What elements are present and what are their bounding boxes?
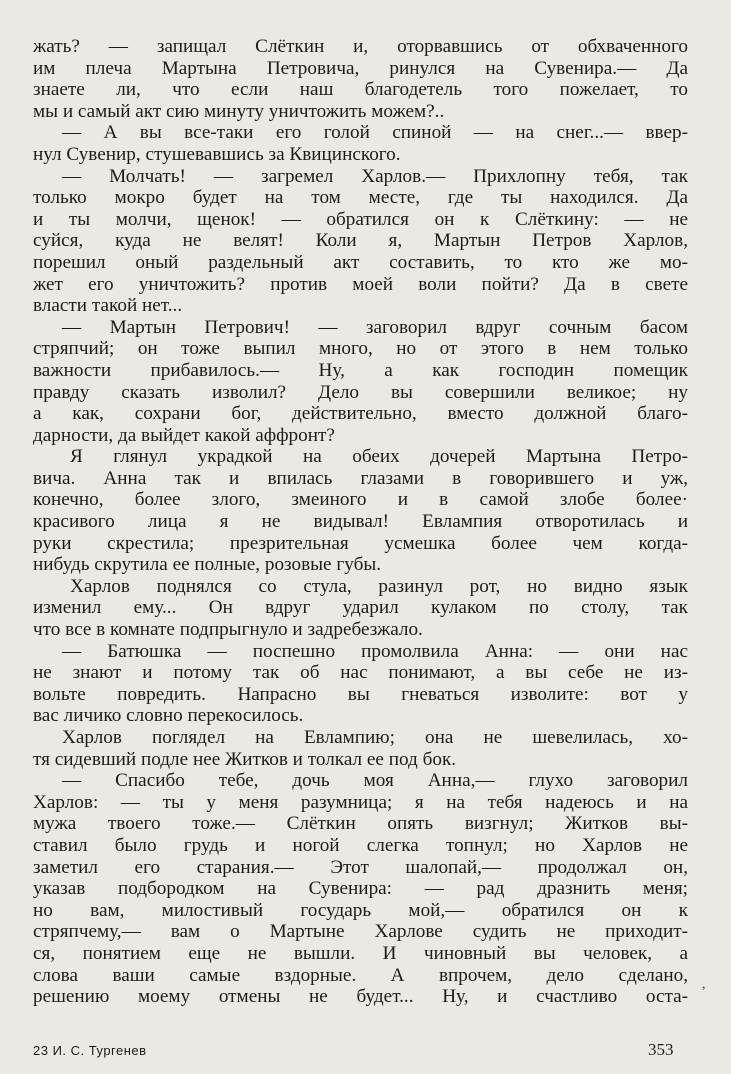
text-line: нул Сувенир, стушевавшись за Квицинского.: [33, 143, 401, 165]
text-line: стряпчему,— вам о Мартыне Харлове судить не приходит-: [33, 921, 688, 943]
text-line: только мокро будет на том месте, где ты находился. Да: [33, 187, 688, 209]
text-line: а как, сохрани бог, действительно, вместо должной благо-: [33, 403, 688, 425]
text-line: им плеча Мартына Петровича, ринулся на Сувенира.— Да: [33, 57, 688, 79]
body-text: [33, 36, 688, 1008]
text-line: заметил его старания.— Этот шалопай,— продолжал он,: [33, 856, 688, 878]
text-line: Харлов поглядел на Евлампию; она не шевелилась, хо-: [62, 727, 688, 748]
text-line: ся, понятием еще не вышли. И чиновный вы человек, а: [33, 942, 688, 964]
text-line: правду сказать изволил? Дело вы совершили великое; ну: [33, 381, 688, 403]
text-line: что все в комнате подпрыгнуло и задребезжало.: [33, 619, 423, 641]
text-line: — А вы все-таки его голой спиной — на снег...— ввер-: [62, 122, 688, 144]
text-line: изменил ему... Он вдруг ударил кулаком по столу, так: [33, 597, 688, 619]
margin-mark: ,: [702, 977, 706, 992]
text-line: мужа твоего тоже.— Слёткин опять визгнул; Житков вы-: [33, 813, 688, 835]
text-line: власти такой нет...: [33, 295, 183, 317]
text-line: важности прибавилось.— Ну, а как господин помещик: [33, 359, 688, 381]
text-line: ставил было грудь и ногой слегка топнул; но Харлов не: [33, 834, 688, 856]
text-line: Я глянул украдкой на обеих дочерей Мартына Петро-: [70, 446, 688, 468]
text-line: жать? — запищал Слёткин и, оторвавшись от обхваченного: [33, 36, 688, 57]
text-line: Харлов поднялся со стула, разинул рот, но видно язык: [70, 575, 688, 597]
text-line: указав подбородком на Сувенира: — рад дразнить меня;: [33, 878, 688, 900]
text-line: не знают и потому так об нас понимают, а вы себе не из-: [33, 662, 688, 684]
text-line: Харлов: — ты у меня разумница; я на тебя надеюсь и на: [33, 791, 688, 813]
text-line: жет его уничтожить? против моей воли пойти? Да в свете: [33, 273, 688, 295]
text-line: решению моему отмены не будет... Ну, и счастливо оста-: [33, 986, 688, 1008]
text-line: вольте повредить. Напрасно вы гневаться изволите: вот у: [33, 683, 688, 705]
text-line: суйся, куда не велят! Коли я, Мартын Петров Харлов,: [33, 230, 688, 252]
text-line: красивого лица я не видывал! Евлампия отворотилась и: [33, 511, 688, 533]
printer-signature: 23 И. С. Тургенев: [33, 1043, 147, 1058]
text-line: порешил оный раздельный акт составить, то кто же мо-: [33, 251, 688, 273]
text-line: тя сидевший подле нее Житков и толкал ее под бок.: [33, 748, 457, 770]
text-line: нибудь скрутила ее полные, розовые губы.: [33, 554, 382, 576]
text-line: слова ваши самые вздорные. А впрочем, дело сделано,: [33, 964, 688, 986]
text-line: знаете ли, что если наш благодетель того пожелает, то: [33, 79, 688, 101]
text-line: — Мартын Петрович! — заговорил вдруг сочным басом: [62, 316, 688, 338]
text-line: дарности, да выйдет какой аффронт?: [33, 424, 335, 446]
text-line: — Спасибо тебе, дочь моя Анна,— глухо заговорил: [62, 770, 688, 792]
text-line: мы и самый акт сию минуту уничтожить можем?..: [33, 100, 445, 122]
text-line: стряпчий; он тоже выпил много, но от этого в нем только: [33, 338, 688, 360]
text-line: вас личико словно перекосилось.: [33, 705, 304, 727]
text-line: — Батюшка — поспешно промолвила Анна: — они нас: [62, 640, 688, 662]
text-line: — Молчать! — загремел Харлов.— Прихлопну тебя, так: [62, 165, 688, 187]
text-line: руки скрестила; презрительная усмешка более чем когда-: [33, 532, 688, 554]
page-number: 353: [648, 1040, 674, 1059]
text-line: конечно, более злого, змеиного и в самой злобе более·: [33, 489, 688, 511]
text-line: но вам, милостивый государь мой,— обратился он к: [33, 899, 688, 921]
text-line: вича. Анна так и впилась глазами в говорившего и уж,: [33, 467, 688, 489]
text-line: и ты молчи, щенок! — обратился он к Слёткину: — не: [33, 208, 688, 230]
